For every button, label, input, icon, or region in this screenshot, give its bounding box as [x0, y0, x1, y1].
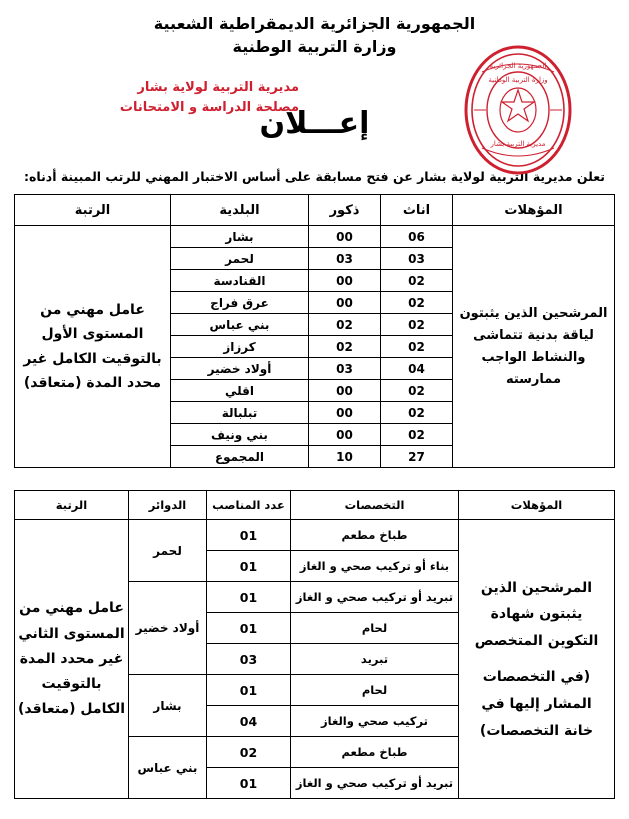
table-level-two — [14, 490, 615, 799]
qualification-cell — [459, 520, 615, 799]
posts-count: 04 — [207, 706, 291, 737]
specialty-name: تبريد أو تركيب صحي و الغاز — [291, 582, 459, 613]
page-title: إعـــلان — [259, 106, 370, 142]
district-name: بشار — [129, 675, 207, 737]
qualification-line-2: (في التخصصات المشار إليها في خانة التخصصات) — [479, 669, 594, 739]
qualification-cell: المرشحين الذين يثبتون لياقة بدنية تتماشى والنشاط الواجب ممارسته — [453, 226, 615, 468]
document-header — [14, 12, 615, 58]
males-count: 00 — [309, 226, 381, 248]
stamp-line-2: مصلحة الدراسة و الامتحانات — [119, 99, 299, 115]
specialty-name: بناء أو تركيب صحي و الغاز — [291, 551, 459, 582]
specialty-name: تبريد أو تركيب صحي و الغاز — [291, 768, 459, 799]
specialty-name: تركيب صحي والغاز — [291, 706, 459, 737]
header-line-1: الجمهورية الجزائرية الديمقراطية الشعبية — [153, 14, 476, 33]
posts-count: 01 — [207, 675, 291, 706]
males-total: 10 — [309, 446, 381, 468]
col-rank: الرتبة — [15, 491, 129, 520]
commune-name: أولاد خضير — [171, 358, 309, 380]
table-level-one — [14, 194, 615, 468]
table-row — [15, 226, 615, 248]
males-count: 03 — [309, 248, 381, 270]
col-qualifications: المؤهلات — [459, 491, 615, 520]
commune-name: بشار — [171, 226, 309, 248]
females-count: 02 — [381, 424, 453, 446]
males-count: 00 — [309, 380, 381, 402]
specialty-name: طباخ مطعم — [291, 520, 459, 551]
commune-name: لحمر — [171, 248, 309, 270]
males-count: 00 — [309, 424, 381, 446]
svg-text:الجمهورية الجزائرية: الجمهورية الجزائرية — [489, 62, 547, 70]
table-row — [15, 520, 615, 551]
females-count: 02 — [381, 336, 453, 358]
females-count: 02 — [381, 380, 453, 402]
specialty-name: تبريد — [291, 644, 459, 675]
district-name: لحمر — [129, 520, 207, 582]
commune-name: عرق فراج — [171, 292, 309, 314]
rank-cell: عامل مهني من المستوى الأول بالتوقيت الكامل غير محدد المدة (متعاقد) — [15, 226, 171, 468]
males-count: 00 — [309, 402, 381, 424]
specialty-name: طباخ مطعم — [291, 737, 459, 768]
commune-name: بني عباس — [171, 314, 309, 336]
males-count: 02 — [309, 314, 381, 336]
females-total: 27 — [381, 446, 453, 468]
posts-count: 01 — [207, 768, 291, 799]
commune-name: القنادسة — [171, 270, 309, 292]
stamp-line-1: مديرية التربية لولاية بشار — [137, 80, 299, 95]
svg-text:مديرية التربية بشار: مديرية التربية بشار — [490, 140, 546, 148]
posts-count: 01 — [207, 613, 291, 644]
col-males: ذكور — [309, 195, 381, 226]
table-row — [15, 195, 615, 226]
females-count: 03 — [381, 248, 453, 270]
specialty-name: لحام — [291, 675, 459, 706]
district-name: بني عباس — [129, 737, 207, 799]
svg-text:وزارة التربية الوطنية: وزارة التربية الوطنية — [488, 76, 548, 84]
col-districts: الدوائر — [129, 491, 207, 520]
col-rank: الرتبة — [15, 195, 171, 226]
rank-cell: عامل مهني من المستوى الثاني غير محدد المدة بالتوقيت الكامل (متعاقد) — [15, 520, 129, 799]
females-count: 02 — [381, 314, 453, 336]
total-label: المجموع — [171, 446, 309, 468]
males-count: 03 — [309, 358, 381, 380]
posts-count: 01 — [207, 582, 291, 613]
commune-name: كرزاز — [171, 336, 309, 358]
col-posts: عدد المناصب — [207, 491, 291, 520]
district-name: أولاد خضير — [129, 582, 207, 675]
posts-count: 01 — [207, 520, 291, 551]
commune-name: بني ونيف — [171, 424, 309, 446]
males-count: 02 — [309, 336, 381, 358]
col-specialties: التخصصات — [291, 491, 459, 520]
col-qualifications: المؤهلات — [453, 195, 615, 226]
header-line-2: وزارة التربية الوطنية — [232, 37, 397, 57]
col-females: اناث — [381, 195, 453, 226]
posts-count: 02 — [207, 737, 291, 768]
females-count: 02 — [381, 292, 453, 314]
commune-name: اقلي — [171, 380, 309, 402]
col-commune: البلدية — [171, 195, 309, 226]
males-count: 00 — [309, 292, 381, 314]
posts-count: 03 — [207, 644, 291, 675]
commune-name: تبلبالة — [171, 402, 309, 424]
table-row — [15, 491, 615, 520]
intro-text: تعلن مديرية التربية لولاية بشار عن فتح مسابقة على أساس الاختبار المهني للرتب المبينة أدناه: — [24, 169, 605, 185]
males-count: 00 — [309, 270, 381, 292]
females-count: 06 — [381, 226, 453, 248]
table-spacer — [14, 468, 615, 490]
females-count: 02 — [381, 402, 453, 424]
specialty-name: لحام — [291, 613, 459, 644]
females-count: 02 — [381, 270, 453, 292]
qualification-line-1: المرشحين الذين يثبتون شهادة التكوين المتخصص — [474, 579, 599, 649]
posts-count: 01 — [207, 551, 291, 582]
females-count: 04 — [381, 358, 453, 380]
